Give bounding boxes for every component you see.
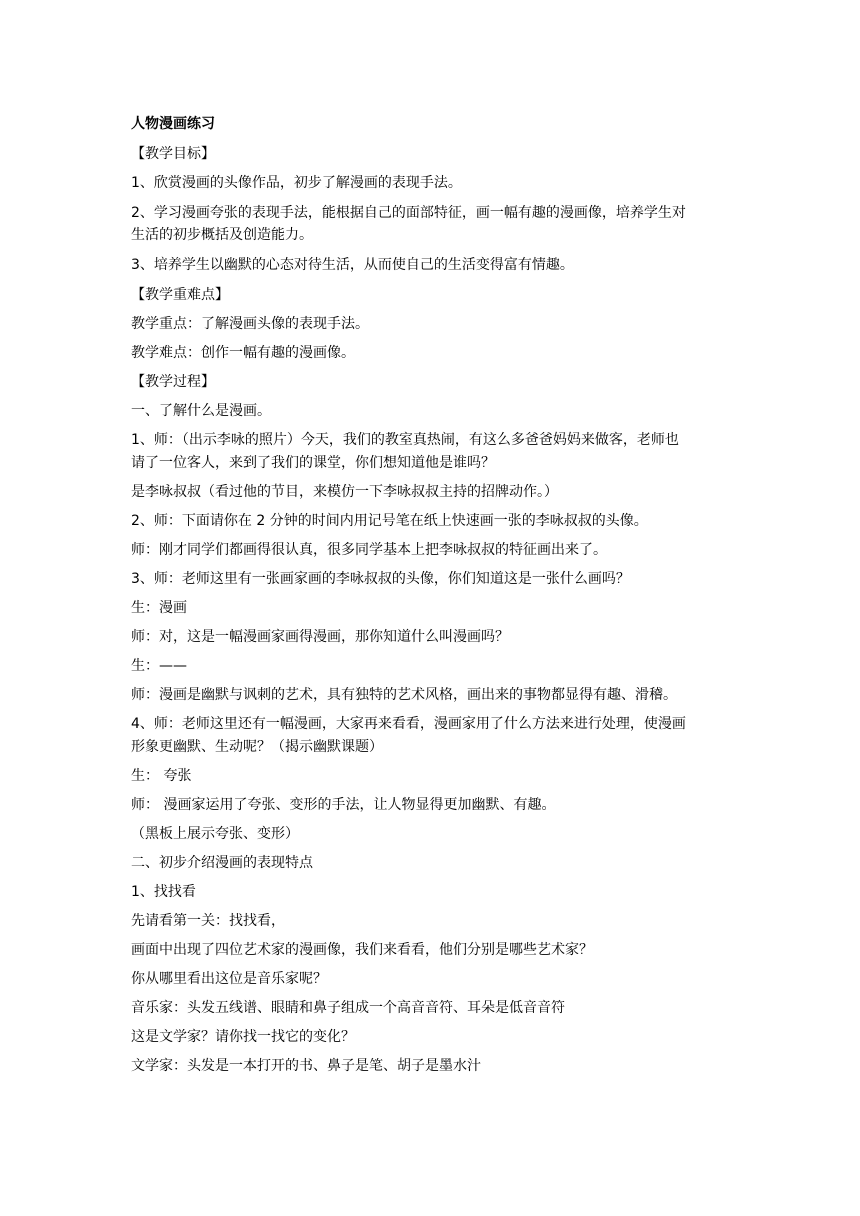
- process-paragraph: 这是文学家？请你找一找它的变化？: [131, 1029, 355, 1045]
- process-paragraph: 先请看第一关：找找看，: [131, 913, 285, 929]
- dialogue-line: 师： 漫画家运用了夸张、变形的手法，让人物显得更加幽默、有趣。: [131, 797, 556, 813]
- objective-item: 3、培养学生以幽默的心态对待生活，从而使自己的生活变得富有情趣。: [131, 257, 574, 273]
- key-point-text: 教学重点：了解漫画头像的表现手法。: [131, 316, 369, 332]
- dialogue-line: 生：漫画: [131, 600, 187, 616]
- process-paragraph: 你从哪里看出这位是音乐家呢？: [131, 971, 327, 987]
- process-subheading: 一、了解什么是漫画。: [131, 403, 271, 419]
- process-paragraph-continued: 请了一位客人，来到了我们的课堂，你们想知道他是谁吗？: [131, 455, 495, 471]
- process-paragraph: （黑板上展示夸张、变形）: [131, 826, 299, 842]
- objective-item-continued: 生活的初步概括及创造能力。: [131, 227, 313, 243]
- dialogue-line: 生：——: [131, 658, 187, 674]
- dialogue-line: 师：漫画是幽默与讽刺的艺术，具有独特的艺术风格，画出来的事物都显得有趣、滑稽。: [131, 687, 677, 703]
- dialogue-line: 师：对，这是一幅漫画家画得漫画，那你知道什么叫漫画吗？: [131, 629, 509, 645]
- difficult-point-text: 教学难点：创作一幅有趣的漫画像。: [131, 345, 355, 361]
- objective-item: 1、欣赏漫画的头像作品，初步了解漫画的表现手法。: [131, 175, 462, 191]
- process-paragraph: 4、师：老师这里还有一幅漫画，大家再来看看，漫画家用了什么方法来进行处理，使漫画: [131, 716, 686, 732]
- process-paragraph: 师：刚才同学们都画得很认真，很多同学基本上把李咏叔叔的特征画出来了。: [131, 542, 607, 558]
- process-paragraph: 文学家：头发是一本打开的书、鼻子是笔、胡子是墨水汁: [131, 1058, 481, 1074]
- section-heading-objectives: 【教学目标】: [131, 146, 215, 162]
- process-subheading: 二、初步介绍漫画的表现特点: [131, 855, 313, 871]
- dialogue-line: 生： 夸张: [131, 768, 192, 784]
- process-paragraph-continued: 形象更幽默、生动呢？（揭示幽默课题）: [131, 739, 383, 755]
- process-paragraph: 3、师：老师这里有一张画家画的李咏叔叔的头像，你们知道这是一张什么画吗？: [131, 571, 630, 587]
- process-paragraph: 1、师：（出示李咏的照片）今天，我们的教室真热闹，有这么多爸爸妈妈来做客，老师也: [131, 432, 679, 448]
- process-paragraph: 画面中出现了四位艺术家的漫画像，我们来看看，他们分别是哪些艺术家？: [131, 942, 593, 958]
- process-paragraph: 是李咏叔叔（看过他的节目，来模仿一下李咏叔叔主持的招牌动作。）: [131, 484, 558, 500]
- process-paragraph: 音乐家：头发五线谱、眼睛和鼻子组成一个高音音符、耳朵是低音音符: [131, 1000, 565, 1016]
- process-paragraph: 1、找找看: [131, 884, 196, 900]
- objective-item: 2、学习漫画夸张的表现手法，能根据自己的面部特征，画一幅有趣的漫画像，培养学生对: [131, 205, 686, 221]
- section-heading-key-points: 【教学重难点】: [131, 287, 229, 303]
- section-heading-process: 【教学过程】: [131, 374, 215, 390]
- document-title: 人物漫画练习: [131, 116, 215, 132]
- process-paragraph: 2、师：下面请你在 2 分钟的时间内用记号笔在纸上快速画一张的李咏叔叔的头像。: [131, 513, 648, 529]
